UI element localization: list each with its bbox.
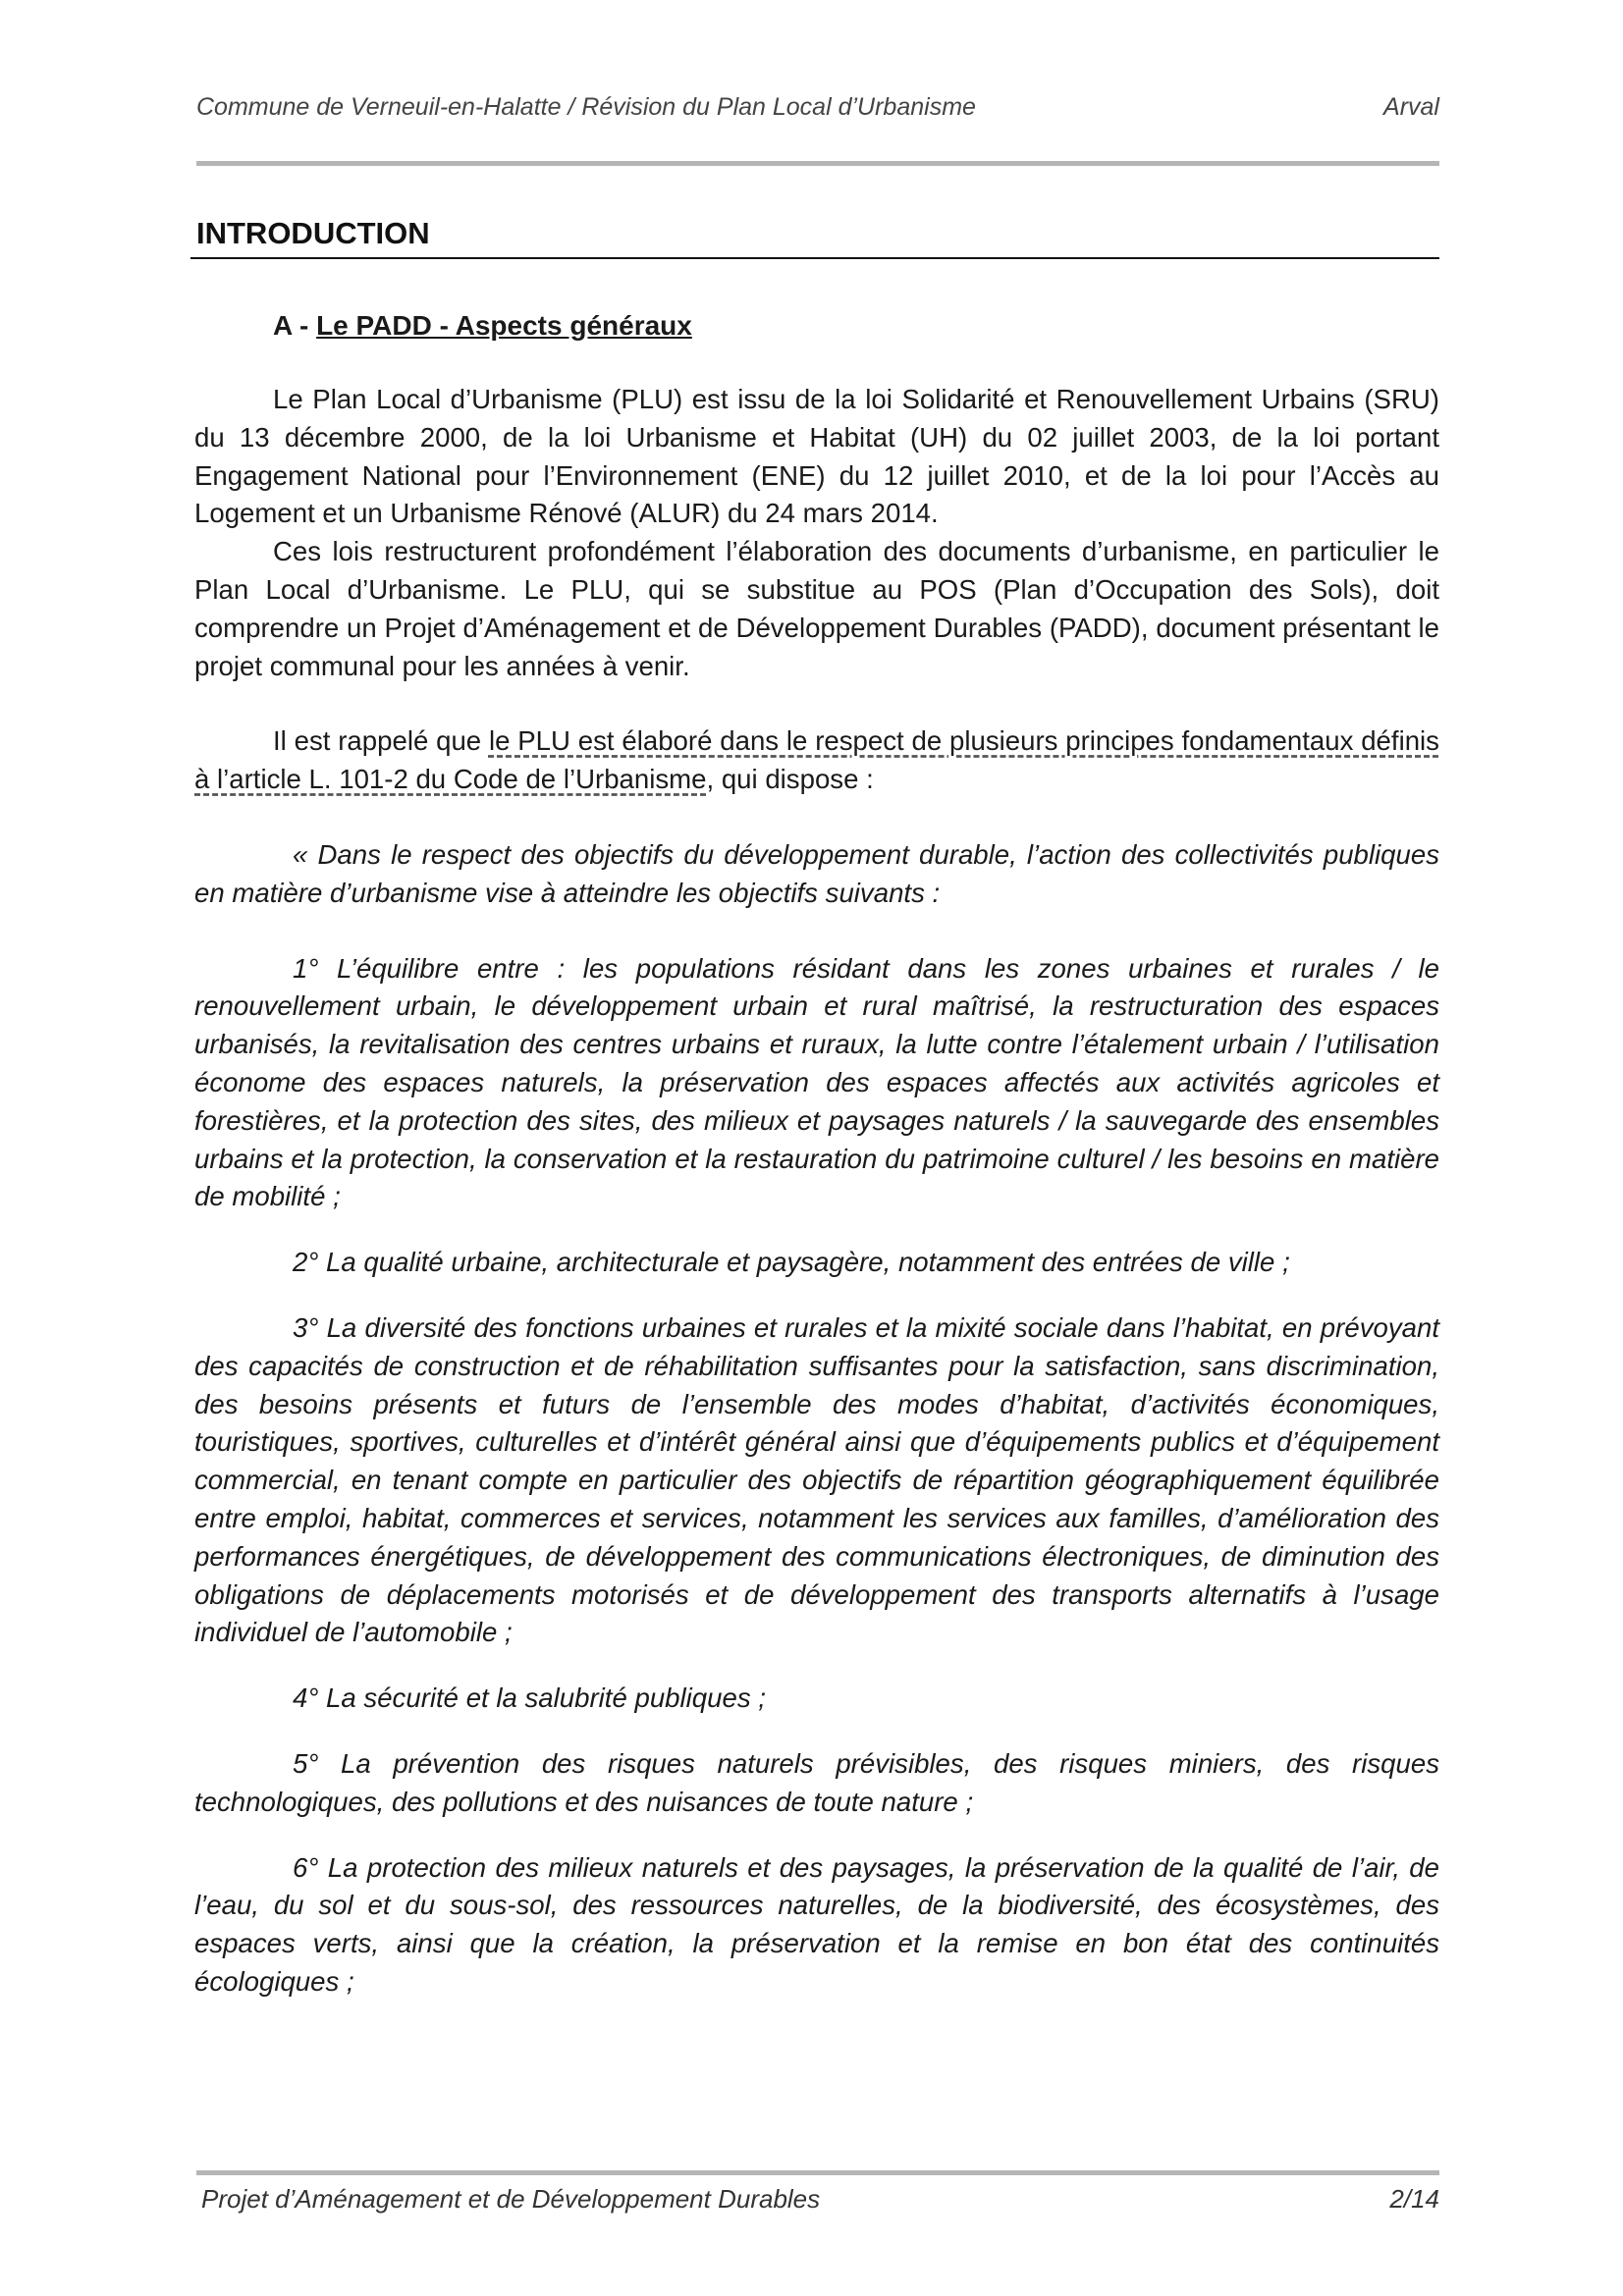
subsection-prefix: A - bbox=[273, 310, 317, 341]
objective-item-5: 5° La prévention des risques naturels prévisibles, des risques miniers, des risques technologiques, des pollutions et des nuisances de toute nature ; bbox=[194, 1747, 1439, 1817]
reminder-tail: , qui dispose : bbox=[706, 764, 874, 795]
objective-item-2: 2° La qualité urbaine, architecturale et paysagère, notamment des entrées de ville ; bbox=[293, 1247, 1290, 1278]
header-title: Commune de Verneuil-en-Halatte / Révision du Plan Local d’Urbanisme bbox=[196, 93, 976, 121]
page-number: 2/14 bbox=[1389, 2184, 1439, 2214]
reminder-lead: Il est rappelé que bbox=[273, 725, 489, 757]
subsection-title: Le PADD - Aspects généraux bbox=[316, 310, 692, 341]
reminder-underlined: le PLU est élaboré dans le respect de plusieurs principes fondamentaux définis à l’article L. 101-2 du Code de l’Urbanisme bbox=[194, 725, 1439, 795]
page-header bbox=[196, 93, 1439, 122]
section-title-underline bbox=[190, 257, 1439, 259]
subsection-heading bbox=[273, 310, 692, 342]
page-footer bbox=[201, 2184, 1439, 2215]
paragraph-laws: Ces lois restructurent profondément l’élaboration des documents d’urbanisme, en particulier le Plan Local d’Urbanisme. Le PLU, qui se substitue au POS (Plan d’Occupation des Sols), doit comprendre un Projet d’Aménagement et de Développement Durables (PADD), document présentant le projet communal pour les années à venir. bbox=[194, 536, 1439, 681]
footer-divider bbox=[196, 2170, 1439, 2175]
objective-item-6: 6° La protection des milieux naturels et des paysages, la préservation de la qualité de l’air, de l’eau, du sol et du sous-sol, des ressources naturelles, de la biodiversité, des écosystèmes, des espaces verts, ainsi que la création, la préservation et la remise en bon état des continuités écologiques ; bbox=[194, 1851, 1439, 1997]
footer-title: Projet d’Aménagement et de Développement Durables bbox=[201, 2184, 821, 2214]
objective-item-4: 4° La sécurité et la salubrité publiques ; bbox=[293, 1682, 766, 1714]
objective-item-3: 3° La diversité des fonctions urbaines et rurales et la mixité sociale dans l’habitat, en prévoyant des capacités de construction et de réhabilitation suffisantes pour la satisfaction, sans discrimination, des besoins présents et futurs de l’ensemble des modes d’habitat, d’activités économiques, touristiques, sportives, culturelles et d’intérêt général ainsi que d’équipements publics et d’équipement commercial, en tenant compte en particulier des objectifs de répartition géographiquement équilibrée entre emploi, habitat, commerces et services, notamment les services aux familles, d’amélioration des performances énergétiques, de développement des communications électroniques, de diminution des obligations de déplacements motorisés et de développement des transports alternatifs à l’usage individuel de l’automobile ; bbox=[194, 1311, 1439, 1648]
objective-item-1: 1° L’équilibre entre : les populations résidant dans les zones urbaines et rurales / le renouvellement urbain, le développement urbain et rural maîtrisé, la restructuration des espaces urbanisés, la revitalisation des centres urbains et ruraux, la lutte contre l’étalement urbain / l’utilisation économe des espaces naturels, la préservation des espaces affectés aux activités agricoles et forestières, et la protection des sites, des milieux et paysages naturels / la sauvegarde des ensembles urbains et la protection, la conservation et la restauration du patrimoine culturel / les besoins en matière de mobilité ; bbox=[194, 952, 1439, 1212]
document-body bbox=[194, 381, 1439, 2002]
header-author: Arval bbox=[1383, 93, 1439, 121]
paragraph-reminder bbox=[194, 722, 1439, 799]
header-divider bbox=[196, 161, 1439, 166]
quote-intro: « Dans le respect des objectifs du développement durable, l’action des collectivités publiques en matière d’urbanisme vise à atteindre les objectifs suivants : bbox=[194, 838, 1439, 908]
section-title: INTRODUCTION bbox=[196, 216, 430, 250]
paragraph-plu-origin: Le Plan Local d’Urbanisme (PLU) est issu de la loi Solidarité et Renouvellement Urbains (SRU) du 13 décembre 2000, de la loi Urbanisme et Habitat (UH) du 02 juillet 2003, de la loi portant Engagement National pour l’Environnement (ENE) du 12 juillet 2010, et de la loi pour l’Accès au Logement et un Urbanisme Rénové (ALUR) du 24 mars 2014. bbox=[194, 384, 1439, 529]
